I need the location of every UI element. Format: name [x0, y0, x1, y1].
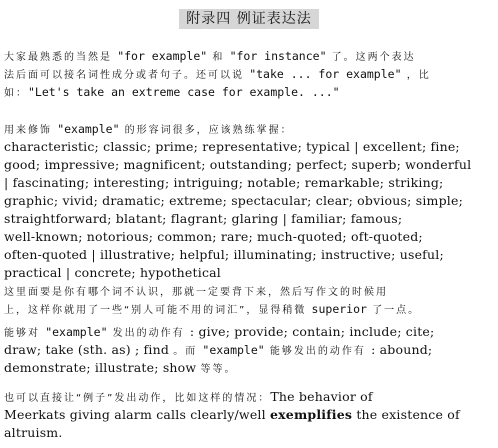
text-line: [4, 65, 494, 83]
text-line: [4, 300, 494, 318]
adjective-list-line: | fascinating; interesting; intriguing; notable; remarkable; striking;: [4, 175, 444, 190]
text-en: "for instance": [229, 49, 327, 63]
text-en: demonstrate; illustrate; show: [4, 360, 201, 375]
text-en: : give; provide; contain; include; cite;: [189, 324, 435, 339]
text-cn: 这里面要是你有哪个词不认识，那就一定要背下来，然后写作文的时候用: [4, 287, 388, 298]
paragraph-verbs: [4, 323, 494, 377]
text-cn: 用来修饰: [4, 125, 58, 136]
text-en: "example": [202, 343, 265, 357]
title-container: [0, 9, 498, 29]
text-cn: 大家最熟悉的当然是: [4, 52, 118, 63]
text-cn: ，比: [401, 70, 431, 81]
page-title: 附录四 例证表达法: [179, 9, 318, 29]
paragraph-adjectives: [4, 120, 494, 318]
text-en: "example": [57, 122, 120, 136]
text-en: superior: [311, 302, 367, 316]
text-en: "example": [45, 325, 108, 339]
adjective-list-line: practical | concrete; hypothetical: [4, 265, 221, 280]
text-cn: 能够发出的动作有: [264, 346, 372, 357]
text-cn: 了一点。: [366, 305, 421, 316]
text-line: [4, 282, 494, 300]
text-line: [4, 341, 494, 359]
paragraph-example-verb: [4, 388, 494, 442]
text-cn: 法后面可以接名词性成分或者句子。还可以说: [4, 70, 250, 81]
text-line: [4, 406, 494, 424]
text-line: [4, 388, 494, 406]
text-cn: 的形容词很多，应该熟练掌握：: [119, 125, 293, 136]
text-cn: 等等。: [200, 364, 237, 375]
text-en: draw; take (sth. as) ; find: [4, 342, 174, 357]
text-line: [4, 323, 494, 341]
adjective-list-line: well-known; notorious; common; rare; much-quoted; oft-quoted;: [4, 229, 423, 244]
adjective-list-line: often-quoted | illustrative; helpful; illuminating; instructive; useful;: [4, 247, 444, 262]
text-en: : abound;: [371, 342, 433, 357]
text-cn: 如：: [4, 88, 28, 99]
text-cn: 。而: [173, 346, 203, 357]
paragraph-for-example: [4, 47, 494, 101]
text-line: [4, 120, 494, 138]
text-en: "Let's take an extreme case for example. ...": [28, 85, 340, 99]
text-line: [4, 359, 494, 377]
adjective-list-line: straightforward; blatant; flagrant; glaring | familiar; famous;: [4, 211, 403, 226]
text-cn: 发出的动作有: [107, 328, 190, 339]
text-line: altruism.: [4, 425, 63, 440]
text-cn: 也可以直接让“例子”发出动作，比如这样的情况：: [4, 393, 271, 404]
text-en: "for example": [117, 49, 208, 63]
text-cn: 了。这两个表达: [326, 52, 416, 63]
text-cn: 上，这样你就用了一些“别人可能不用的词汇”，显得稍微: [4, 305, 312, 316]
text-en: The behavior of: [270, 389, 373, 404]
text-en: "take ... for example": [249, 67, 402, 81]
adjective-list-line: characteristic; classic; prime; representative; typical | excellent; fine;: [4, 139, 460, 154]
adjective-list-line: good; impressive; magnificent; outstanding; perfect; superb; wonderful: [4, 157, 472, 172]
text-en: Meerkats giving alarm calls clearly/well: [4, 407, 270, 422]
text-cn: 和: [207, 52, 230, 63]
adjective-list-line: graphic; vivid; dramatic; extreme; spectacular; clear; obvious; simple;: [4, 193, 463, 208]
text-line: [4, 47, 494, 65]
text-cn: 能够对: [4, 328, 46, 339]
text-en: the existence of: [352, 407, 460, 422]
text-line: [4, 83, 494, 101]
emphasis-word: exemplifies: [270, 407, 353, 422]
